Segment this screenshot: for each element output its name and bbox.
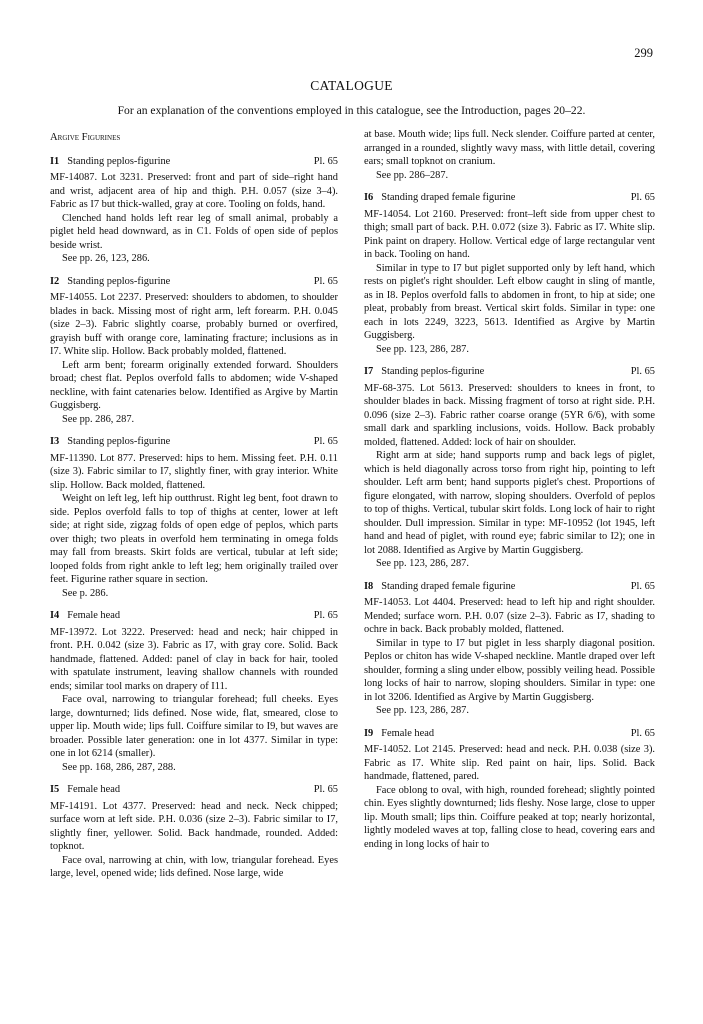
- entry-paragraph: MF-68-375. Lot 5613. Preserved: shoulders to knees in front, to shoulder blades in back. Missing fragment of torso at right side. P.H. 0.096 (size 2–3). Fabric rather coarse orange (5YR 6/6), with some small dark and sparkling inclusions, voids. Hollow. Back probably molded, flattened. Added: lock of hair on shoulder.: [364, 382, 655, 448]
- entry-heading: [364, 191, 655, 205]
- entry-name: Female head: [67, 784, 121, 795]
- see-pages: See pp. 286–287.: [376, 169, 449, 181]
- entry-paragraph: Face oval, narrowing at chin, with low, triangular forehead. Eyes large, level, opened wide; lids defined. Nose large, wide: [50, 854, 338, 879]
- entry-heading: [364, 365, 655, 379]
- catalogue-entry: [364, 580, 655, 718]
- page-number: 299: [634, 46, 653, 60]
- entry-paragraph: MF-14054. Lot 2160. Preserved: front–left side from upper chest to thigh; small part of back. P.H. 0.072 (size 3). Fabric as I7. White slip. Pink paint on drapery. Hollow. Vertical edge of large rectangular vent in back. Tooling on hand.: [364, 208, 655, 260]
- entry-id: I9: [364, 727, 374, 739]
- left-entries: [50, 155, 338, 881]
- entry-paragraph: MF-14053. Lot 4404. Preserved: head to left hip and right shoulder. Mended; surface worn. P.H. 0.07 (size 2–3). Fabric as I7, shading to ochre in back. Back probably molded, flattened.: [364, 597, 655, 635]
- entry-name: Standing draped female figurine: [381, 192, 516, 203]
- catalogue-entry: [364, 727, 655, 852]
- entry-plate: Pl. 65: [630, 192, 655, 203]
- catalogue-entry: [50, 275, 338, 427]
- entry-heading: [50, 783, 338, 797]
- continuation-text: at base. Mouth wide; lips full. Neck slender. Coiffure parted at center, arranged in a rounded, slightly wavy mass, with little detail, covering ears; small topknot on cranium.: [364, 129, 655, 167]
- entry-paragraph: Left arm bent; forearm originally extended forward. Shoulders broad; chest flat. Peplos overfold falls to abdomen; wide V-shaped neckline, with faint catenaries below. Identified as Argive by Martin Guggisberg.: [50, 359, 338, 411]
- entry-plate: Pl. 65: [313, 155, 338, 167]
- entry-paragraph: Weight on left leg, left hip outthrust. Right leg bent, foot drawn to side. Peplos overfold falls to top of thighs at center, lower at left side; at right side, zigzag folds of open edge of peplos, which parts over thigh; two pleats in overfold hem terminating in omega folds may fall from breasts. Skirt folds are vertical, tubular at left side; looped folds from right ankle to left leg; hem originally trailed over feet. Figurine rather square in section.: [50, 493, 338, 585]
- see-pages: See pp. 123, 286, 287.: [376, 705, 469, 716]
- catalogue-entry: [50, 155, 338, 266]
- catalogue-entry: [50, 783, 338, 881]
- entry-id: I8: [364, 580, 374, 592]
- entry-paragraph: MF-13972. Lot 3222. Preserved: head and neck; hair chipped in front. P.H. 0.042 (size 3). Fabric as I7, with gray core. Solid. Back handmade, flattened. Added: panel of clay in back for hair, tooled with spatulate instrument, leaving shallow channels with rounded ends; similar tool marks on drapery of I11.: [50, 626, 338, 692]
- entry-heading: [364, 727, 655, 741]
- entry-id: I5: [50, 784, 60, 795]
- entry-heading: [364, 580, 655, 594]
- see-pages: See pp. 123, 286, 287.: [376, 343, 469, 355]
- catalogue-entry: [50, 609, 338, 774]
- entry-plate: Pl. 65: [313, 784, 338, 795]
- entry-plate: Pl. 65: [313, 436, 338, 447]
- entry-paragraph: MF-14087. Lot 3231. Preserved: front and part of side–right hand and wrist, adjacent area of hip and thigh. P.H. 0.057 (size 3–4). Fabric as I7 but thick-walled, gray at core. Tooling on folds, hand.: [50, 172, 338, 210]
- right-entries: [364, 191, 655, 851]
- entry-plate: Pl. 65: [313, 275, 338, 287]
- see-pages: See pp. 123, 286, 287.: [376, 558, 469, 569]
- entry-plate: Pl. 65: [630, 580, 655, 592]
- catalogue-entry: [364, 365, 655, 571]
- entry-name: Standing peplos-figurine: [67, 436, 171, 447]
- entry-id: I3: [50, 436, 60, 447]
- entry-id: I4: [50, 610, 60, 621]
- entry-name: Standing peplos-figurine: [67, 155, 171, 167]
- entry-name: Standing draped female figurine: [381, 580, 516, 592]
- catalogue-entry: [364, 191, 655, 356]
- entry-paragraph: Face oval, narrowing to triangular forehead; full cheeks. Eyes large, downturned; lids defined. Nose wide, flat, smeared, close to upper lip. Mouth wide; lips full. Coiffure similar to I9, but waves are broader. Possible later generation: one in lot 4377. Similar in type: one in lot 6214 (smaller).: [50, 694, 338, 759]
- entry-paragraph: Similar in type to I7 but piglet in less sharply diagonal position. Peplos or chiton has wide V-shaped neckline. Mantle draped over left shoulder, forming a sling under elbow, possibly veiling head. Possible long locks of hair to narrow, sloping shoulders. Similar in type: one in lot 3206. Identified as Argive by Martin Guggisberg.: [364, 637, 655, 703]
- section-heading: Argive Figurines: [50, 132, 121, 143]
- entry-name: Standing peplos-figurine: [381, 366, 485, 377]
- entry-heading: [50, 275, 338, 289]
- entry-name: Standing peplos-figurine: [67, 275, 171, 287]
- see-pages: See pp. 26, 123, 286.: [62, 253, 150, 264]
- entry-heading: [50, 609, 338, 623]
- entry-paragraph: Right arm at side; hand supports rump and back legs of piglet, which is held diagonally across torso from right hip, pointing to left shoulder. Left arm bent; hand supports piglet's chest. Proportions of figure elongated, with narrow, sloping shoulders. Overfold of peplos to top of thighs. Vertical, tubular skirt folds. Long lock of hair to right shoulder. Dull impression. Similar in type: MF-10952 (lot 1945, left hand and head of piglet, with round eye; fabric similar to I2); one in lot 2088. Identified as Argive by Martin Guggisberg.: [364, 450, 655, 556]
- continuation-entry: [364, 128, 655, 182]
- entry-paragraph: Face oblong to oval, with high, rounded forehead; slightly pointed chin. Eyes slightly downturned; lids fleshy. Nose large, close to upper lip. Mouth small; lips thin. Coiffure peaked at top; nearly horizontal, lightly modeled waves at top, falling close to head, covering ears and ending in long locks of hair to: [364, 784, 655, 850]
- entry-heading: [50, 435, 338, 449]
- entry-plate: Pl. 65: [313, 610, 338, 621]
- right-column: [364, 128, 655, 860]
- entry-id: I1: [50, 155, 60, 167]
- entry-paragraph: MF-14055. Lot 2237. Preserved: shoulders to abdomen, to shoulder blades in back. Missing most of right arm, left forearm. P.H. 0.045 (size 2–3). Fabric slightly coarse, probably burned or overfired, grayish buff with orange core, laminating fracture; inclusions as in I7. White slip. Hollow. Back probably molded, flattened.: [50, 292, 338, 357]
- entry-heading: [50, 155, 338, 169]
- entry-name: Female head: [381, 727, 435, 739]
- entry-paragraph: MF-11390. Lot 877. Preserved: hips to hem. Missing feet. P.H. 0.11 (size 3). Fabric similar to I7, slightly finer, with gray interior. White slip. Hollow. Back molded, flattened.: [50, 452, 338, 491]
- entry-plate: Pl. 65: [630, 366, 655, 377]
- see-pages: See p. 286.: [62, 587, 109, 599]
- entry-plate: Pl. 65: [630, 727, 655, 739]
- see-pages: See pp. 168, 286, 287, 288.: [62, 761, 176, 773]
- entry-id: I2: [50, 275, 60, 287]
- intro-text: For an explanation of the conventions employed in this catalogue, see the Introduction, pages 20–22.: [117, 104, 586, 117]
- left-column: [50, 128, 338, 890]
- page-title: CATALOGUE: [310, 78, 393, 93]
- entry-paragraph: Clenched hand holds left rear leg of small animal, probably a piglet held head downward, as in C1. Folds of open side of peplos beside wrist.: [50, 212, 338, 251]
- entry-name: Female head: [67, 610, 121, 621]
- entry-paragraph: Similar in type to I7 but piglet supported only by left hand, which rests on piglet's right shoulder. Left elbow caught in sling of mantle, as in I8. Peplos overfold falls to abdomen in front, to hip at side; one pleat, probably from breast. Vertical skirt folds. Similar in type: one each in lots 2249, 3223, 5613. Identified as Argive by Martin Guggisberg.: [364, 262, 655, 341]
- catalogue-entry: [50, 435, 338, 600]
- entry-paragraph: MF-14052. Lot 2145. Preserved: head and neck. P.H. 0.038 (size 3). Fabric as I7. White slip. Red paint on hair, lips. Solid. Back handmade, flattened, pared.: [364, 744, 655, 782]
- see-pages: See pp. 286, 287.: [62, 413, 135, 425]
- entry-paragraph: MF-14191. Lot 4377. Preserved: head and neck. Neck chipped; surface worn at left side. P.H. 0.036 (size 2–3). Fabric similar to I7, slightly finer, yellower. Solid. Back handmade, rounded. Added: topknot.: [50, 800, 338, 852]
- entry-id: I6: [364, 192, 374, 203]
- entry-id: I7: [364, 366, 374, 377]
